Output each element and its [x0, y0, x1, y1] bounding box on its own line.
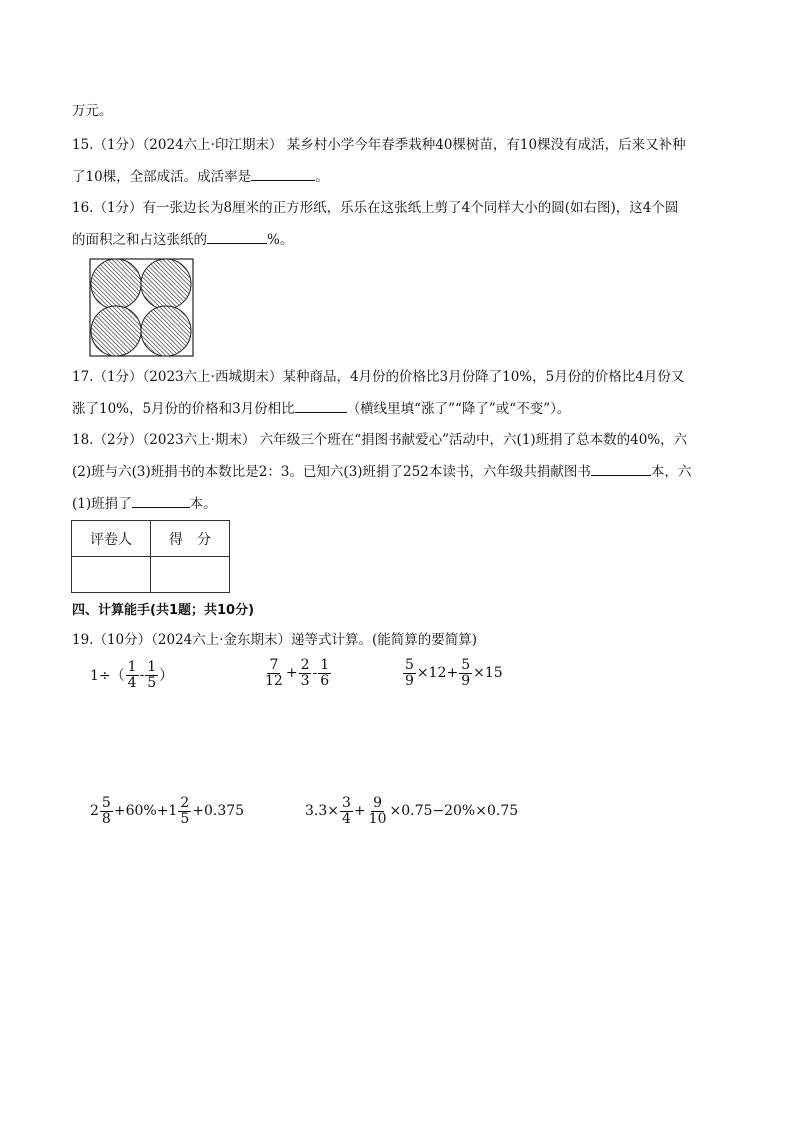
circles-figure	[89, 258, 194, 358]
expression-3	[402, 658, 503, 688]
e5-pre: 3.3×	[305, 803, 339, 820]
q16-line2	[72, 229, 293, 250]
e4-fraction-1: $\frac{5}{8}$	[101, 795, 111, 827]
q18-text-b: 本，六	[650, 464, 692, 480]
circle-top-left	[91, 259, 141, 309]
q16-text-b: %。	[267, 232, 294, 248]
e2-op2: -	[312, 665, 318, 682]
q18-text-a: (2)班与六(3)班捐书的本数比是2：3。已知六(3)班捐了252本读书，六年级共捐献图书	[72, 464, 591, 480]
expression-5	[305, 796, 518, 826]
e1-op: -	[139, 667, 145, 684]
q17-text-a: 涨了10%，5月份的价格和3月份相比	[72, 401, 295, 417]
e2-op1: +	[285, 665, 298, 682]
q19-line1: 19.（10分）（2024六上·金东期末）递等式计算。(能简算的要简算)	[72, 632, 478, 648]
q18-text-c: (1)班捐了	[72, 496, 132, 512]
q17-line1: 17.（1分）（2023六上·西城期末）某种商品，4月份的价格比3月份降了10%，5月份的价格比4月份又	[72, 369, 685, 385]
e5-fraction-2: $\frac{9}{10}$	[368, 795, 387, 827]
e1-fraction-1: $\frac{1}{4}$	[127, 659, 137, 691]
q18-line3	[72, 493, 217, 514]
e3-fraction-2: $\frac{5}{9}$	[461, 657, 471, 689]
circle-top-right	[141, 259, 191, 309]
grader-cell[interactable]	[72, 557, 151, 593]
e2-fraction-1: $\frac{7}{12}$	[265, 657, 283, 689]
score-cell[interactable]	[151, 557, 230, 593]
q18-answer-blank-class1[interactable]	[132, 493, 190, 508]
e2-fraction-2: $\frac{2}{3}$	[300, 657, 310, 689]
score-table	[71, 520, 230, 593]
q18-line1: 18.（2分）（2023六上·期末） 六年级三个班在“捐图书献爱心”活动中，六(1)班捐了总本数的40%，六	[72, 432, 688, 448]
e5-post: ×0.75−20%×0.75	[389, 803, 519, 820]
q18-text-d: 本。	[189, 496, 217, 512]
circle-bottom-left	[91, 306, 141, 356]
expression-1	[90, 660, 173, 690]
continuation-text: 万元。	[72, 103, 113, 119]
e4-post: +0.375	[192, 803, 245, 820]
q16-answer-blank[interactable]	[207, 229, 267, 244]
circle-bottom-right	[141, 306, 191, 356]
e1-fraction-2: $\frac{1}{5}$	[147, 659, 157, 691]
q15-answer-blank[interactable]	[251, 166, 315, 181]
e4-fraction-2: $\frac{2}{5}$	[180, 795, 190, 827]
e3-post: ×15	[473, 665, 503, 682]
e1-post: ）	[159, 668, 174, 685]
e2-fraction-3: $\frac{1}{6}$	[320, 657, 330, 689]
e4-mid: +60%+1	[113, 803, 178, 820]
e3-fraction-1: $\frac{5}{9}$	[405, 657, 414, 689]
e1-pre: 1÷（	[90, 668, 125, 685]
e4-whole-1: 2	[90, 803, 99, 820]
grader-header: 评卷人	[72, 521, 151, 557]
e5-fraction-1: $\frac{3}{4}$	[342, 795, 351, 827]
q15-line2	[72, 166, 329, 187]
q18-answer-blank-total[interactable]	[591, 461, 651, 476]
q15-line1: 15.（1分）（2024六上·印江期末） 某乡村小学今年春季栽种40棵树苗，有10棵没有成活，后来又补种	[72, 137, 686, 153]
section-heading: 四、计算能手(共1题；共10分)	[72, 603, 255, 618]
q16-text-a: 的面积之和占这张纸的	[72, 232, 207, 248]
e5-op: +	[353, 803, 366, 820]
q17-answer-blank[interactable]	[295, 398, 347, 413]
q17-line2	[72, 398, 570, 419]
q15-text-b: 。	[315, 169, 329, 185]
q16-line1: 16.（1分）有一张边长为8厘米的正方形纸，乐乐在这张纸上剪了4个同样大小的圆(如右图)，这4个圆	[72, 200, 679, 216]
q17-text-b: （横线里填“涨了”“降了”或“不变”）。	[346, 401, 571, 417]
e3-mid: ×12+	[416, 665, 459, 682]
expression-2	[262, 658, 332, 688]
expression-4	[90, 796, 244, 826]
score-header: 得 分	[151, 521, 230, 557]
q18-line2	[72, 461, 691, 482]
q15-text-a: 了10棵，全部成活。成活率是	[72, 169, 252, 185]
